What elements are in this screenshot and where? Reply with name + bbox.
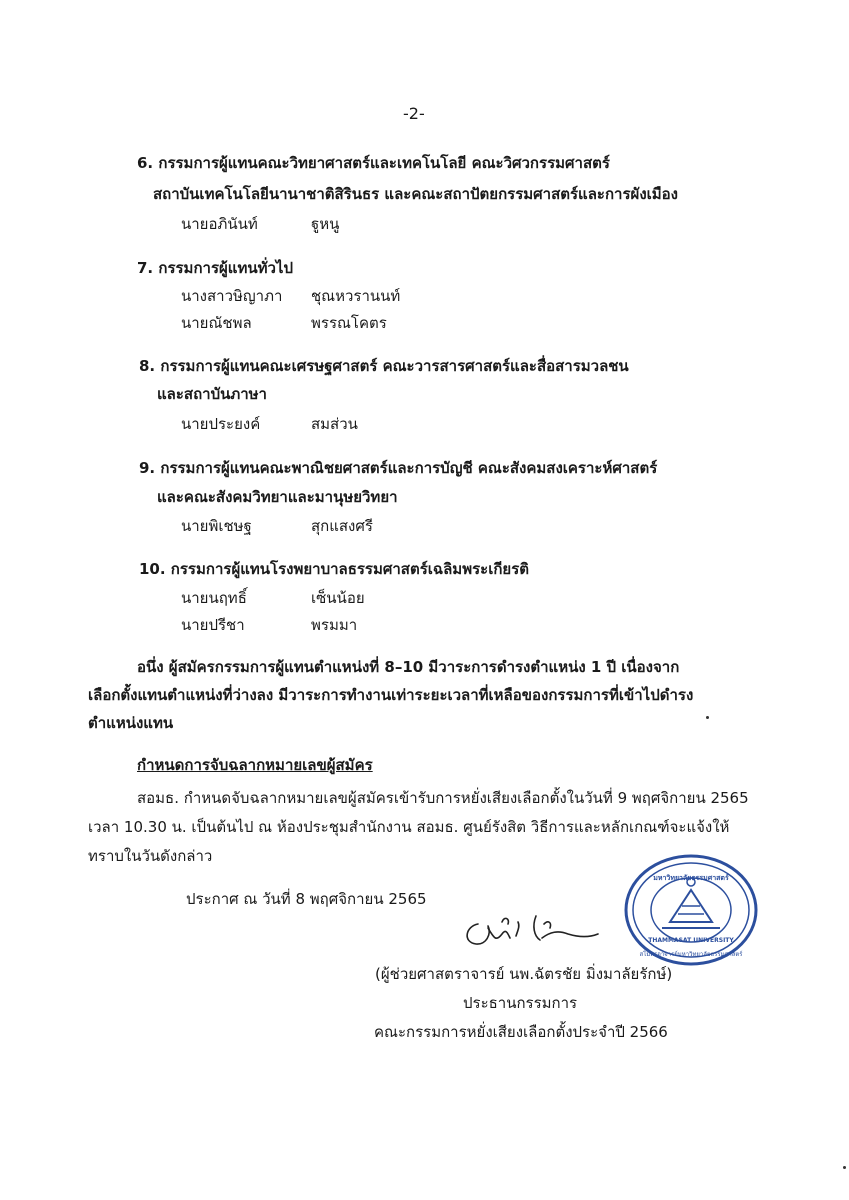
section-6-heading-line2: สถาบันเทคโนโลยีนานาชาติสิรินธร และคณะสถาปัตยกรรมศาสตร์และการผังเมือง — [153, 185, 678, 203]
lottery-line1: สอมธ. กำหนดจับฉลากหมายเลขผู้สมัครเข้ารับการหยั่งเสียงเลือกตั้งในวันที่ 9 พฤศจิกายน 2565 — [137, 789, 749, 807]
member-last-name: ฐูหนู — [311, 215, 340, 233]
signature — [458, 904, 608, 954]
signatory-position: ประธานกรรมการ — [463, 994, 578, 1012]
lottery-line3: ทราบในวันดังกล่าว — [88, 847, 213, 865]
section-7-heading: 7. กรรมการผู้แทนทั่วไป — [137, 259, 293, 277]
member-first-name: นายณัชพล — [181, 314, 252, 332]
member-first-name: นายนฤทธิ์ — [181, 589, 247, 607]
member-last-name: ชุณหวรานนท์ — [311, 287, 401, 305]
note-line1: อนึ่ง ผู้สมัครกรรมการผู้แทนตำแหน่งที่ 8–10 มีวาระการดำรงตำแหน่ง 1 ปี เนื่องจาก — [137, 658, 680, 676]
member-last-name: สุกแสงศรี — [311, 517, 373, 535]
member-first-name: นายพิเชษฐ — [181, 517, 252, 535]
member-first-name: นายปรีชา — [181, 616, 245, 634]
announce-date: ประกาศ ณ วันที่ 8 พฤศจิกายน 2565 — [186, 890, 427, 908]
svg-text:THAMMASAT UNIVERSITY: THAMMASAT UNIVERSITY — [648, 937, 734, 944]
section-6-heading-line1: 6. กรรมการผู้แทนคณะวิทยาศาสตร์และเทคโนโลยี คณะวิศวกรรมศาสตร์ — [137, 154, 610, 172]
section-10-heading: 10. กรรมการผู้แทนโรงพยาบาลธรรมศาสตร์เฉลิมพระเกียรติ — [139, 560, 529, 578]
member-first-name: นางสาวษิญาภา — [181, 287, 283, 305]
page-number: -2- — [403, 104, 425, 123]
scan-speck — [706, 716, 709, 719]
signatory-name: (ผู้ช่วยศาสตราจารย์ นพ.ฉัตรชัย มิ่งมาลัยรักษ์) — [375, 965, 673, 983]
scan-speck — [843, 1166, 846, 1169]
note-line2: เลือกตั้งแทนตำแหน่งที่ว่างลง มีวาระการทำงานเท่าระยะเวลาที่เหลือของกรรมการที่เข้าไปดำรง — [88, 686, 694, 704]
lottery-title: กำหนดการจับฉลากหมายเลขผู้สมัคร — [137, 756, 373, 774]
section-9-heading-line2: และคณะสังคมวิทยาและมานุษยวิทยา — [157, 488, 398, 506]
note-line3: ตำแหน่งแทน — [88, 714, 174, 732]
member-last-name: พรมมา — [311, 616, 358, 634]
section-8-heading-line2: และสถาบันภาษา — [157, 385, 267, 403]
signatory-committee: คณะกรรมการหยั่งเสียงเลือกตั้งประจำปี 2566 — [374, 1023, 668, 1041]
lottery-line2: เวลา 10.30 น. เป็นต้นไป ณ ห้องประชุมสำนักงาน สอมธ. ศูนย์รังสิต วิธีการและหลักเกณฑ์จะแจ้งให้ — [88, 818, 730, 836]
university-seal — [622, 852, 760, 968]
member-first-name: นายประยงค์ — [181, 415, 261, 433]
member-last-name: เซ็นน้อย — [311, 589, 365, 607]
svg-text:สโมสรอาจารย์มหาวิทยาลัยธรรมศาส: สโมสรอาจารย์มหาวิทยาลัยธรรมศาสตร์ — [639, 951, 743, 958]
section-8-heading-line1: 8. กรรมการผู้แทนคณะเศรษฐศาสตร์ คณะวารสารศาสตร์และสื่อสารมวลชน — [139, 357, 629, 375]
member-first-name: นายอภินันท์ — [181, 215, 258, 233]
svg-text:มหาวิทยาลัยธรรมศาสตร์: มหาวิทยาลัยธรรมศาสตร์ — [653, 874, 729, 882]
member-last-name: พรรณโคตร — [311, 314, 387, 332]
member-last-name: สมส่วน — [311, 415, 358, 433]
section-9-heading-line1: 9. กรรมการผู้แทนคณะพาณิชยศาสตร์และการบัญชี คณะสังคมสงเคราะห์ศาสตร์ — [139, 459, 658, 477]
